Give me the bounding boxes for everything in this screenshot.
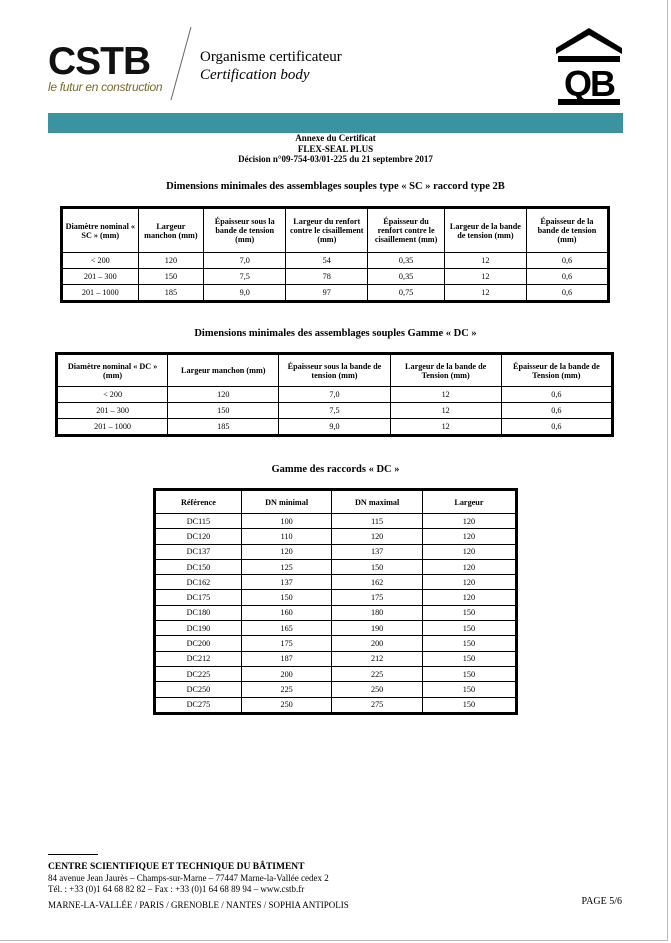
footer-org-name: CENTRE SCIENTIFIQUE ET TECHNIQUE DU BÂTIMENT: [48, 862, 305, 872]
table-header: Largeur manchon (mm): [168, 354, 279, 387]
table-cell: 200: [332, 636, 423, 651]
table-header: Largeur de la bande de tension (mm): [444, 208, 526, 253]
org-block: [200, 48, 342, 84]
table-cell: 200: [241, 666, 332, 681]
table-header: Référence: [155, 490, 242, 514]
table3-title: Gamme des raccords « DC »: [271, 464, 400, 475]
table1: [60, 206, 610, 303]
footer-address: 84 avenue Jean Jaurès – Champs-sur-Marne – 77447 Marne-la-Vallée cedex 2: [48, 873, 329, 883]
table-cell: 201 – 300: [62, 269, 139, 285]
table-cell: < 200: [62, 253, 139, 269]
table-row: [62, 269, 609, 285]
table-header: Largeur de la bande de Tension (mm): [390, 354, 501, 387]
page-number: PAGE 5/6: [581, 896, 622, 907]
table-cell: 185: [168, 419, 279, 436]
table-cell: 175: [332, 590, 423, 605]
table-cell: 97: [286, 285, 368, 302]
table-header: Épaisseur de la bande de Tension (mm): [501, 354, 612, 387]
table-cell: 100: [241, 514, 332, 529]
table-cell: 0,6: [526, 285, 608, 302]
table-cell: 12: [444, 269, 526, 285]
table-cell: 7,5: [279, 403, 390, 419]
table-cell: DC120: [155, 529, 242, 544]
table-cell: 120: [422, 559, 516, 574]
table-row: [155, 636, 517, 651]
table-cell: 175: [241, 636, 332, 651]
footer-contact: Tél. : +33 (0)1 64 68 82 82 – Fax : +33 (0)1 64 68 89 94 – www.cstb.fr: [48, 884, 305, 894]
table-cell: DC275: [155, 697, 242, 713]
table-cell: DC115: [155, 514, 242, 529]
table-cell: 162: [332, 575, 423, 590]
table-cell: 150: [422, 651, 516, 666]
table-cell: 150: [168, 403, 279, 419]
table-header: Épaisseur de la bande de tension (mm): [526, 208, 608, 253]
org-english: Certification body: [200, 67, 310, 83]
table-cell: 120: [332, 529, 423, 544]
table-cell: 120: [168, 387, 279, 403]
table-cell: 187: [241, 651, 332, 666]
table-row: [155, 514, 517, 529]
qb-logo: [556, 28, 622, 106]
table-cell: 201 – 1000: [57, 419, 168, 436]
table-cell: 7,5: [204, 269, 286, 285]
table2-title: Dimensions minimales des assemblages souples Gamme « DC »: [194, 328, 477, 339]
table-cell: 150: [422, 605, 516, 620]
table-cell: 185: [138, 285, 204, 302]
table-cell: 0,6: [501, 403, 612, 419]
org-french: Organisme certificateur: [200, 49, 342, 65]
table-cell: < 200: [57, 387, 168, 403]
table-header: Épaisseur du renfort contre le cisaillement (mm): [368, 208, 445, 253]
table-row: [155, 651, 517, 666]
annex-line-3: Décision n°09-754-03/01-225 du 21 septembre 2017: [238, 154, 433, 164]
table-header: Largeur du renfort contre le cisaillement (mm): [286, 208, 368, 253]
table-row: [57, 387, 613, 403]
table-cell: 110: [241, 529, 332, 544]
table-cell: 160: [241, 605, 332, 620]
table-cell: 12: [390, 387, 501, 403]
table-cell: 212: [332, 651, 423, 666]
table-cell: 150: [422, 621, 516, 636]
table-cell: 201 – 300: [57, 403, 168, 419]
table-cell: DC212: [155, 651, 242, 666]
table-row: [155, 590, 517, 605]
cstb-logo-tagline: le futur en construction: [48, 80, 163, 94]
table-cell: 0,6: [526, 253, 608, 269]
table-row: [155, 559, 517, 574]
table-cell: 150: [422, 636, 516, 651]
table-cell: DC175: [155, 590, 242, 605]
table-cell: 190: [332, 621, 423, 636]
table-row: [155, 605, 517, 620]
table-row: [155, 575, 517, 590]
table-cell: 120: [241, 544, 332, 559]
table-cell: DC250: [155, 682, 242, 697]
table-cell: 54: [286, 253, 368, 269]
header-divider: [170, 27, 192, 100]
table-row: [155, 529, 517, 544]
table-cell: 150: [332, 559, 423, 574]
table-cell: DC162: [155, 575, 242, 590]
table1-title: Dimensions minimales des assemblages souples type « SC » raccord type 2B: [166, 181, 505, 192]
table-cell: 115: [332, 514, 423, 529]
table-cell: 0,35: [368, 253, 445, 269]
table-header-row: [62, 208, 609, 253]
cstb-logo-text: CSTB: [48, 40, 151, 83]
table-cell: 78: [286, 269, 368, 285]
table-cell: 250: [241, 697, 332, 713]
table-cell: 9,0: [204, 285, 286, 302]
table-cell: DC225: [155, 666, 242, 681]
footer-cities: MARNE-LA-VALLÉE / PARIS / GRENOBLE / NANTES / SOPHIA ANTIPOLIS: [48, 900, 349, 910]
table-cell: 201 – 1000: [62, 285, 139, 302]
table-header: Épaisseur sous la bande de tension (mm): [279, 354, 390, 387]
table-cell: 0,6: [501, 387, 612, 403]
table-cell: 165: [241, 621, 332, 636]
table-row: [62, 285, 609, 302]
table-header: Diamètre nominal « SC » (mm): [62, 208, 139, 253]
table-cell: 7,0: [279, 387, 390, 403]
table-cell: 12: [444, 285, 526, 302]
table2: [55, 352, 614, 437]
table-cell: 137: [241, 575, 332, 590]
table-header-row: [155, 490, 517, 514]
table-cell: 0,6: [501, 419, 612, 436]
table-row: [155, 666, 517, 681]
table-cell: 125: [241, 559, 332, 574]
svg-text:QB: QB: [564, 63, 614, 104]
table-cell: 120: [422, 575, 516, 590]
table-cell: 7,0: [204, 253, 286, 269]
table-header: Largeur: [422, 490, 516, 514]
table-cell: 0,35: [368, 269, 445, 285]
table-row: [155, 697, 517, 713]
footer: [48, 862, 349, 911]
table-cell: 12: [390, 403, 501, 419]
table-cell: 9,0: [279, 419, 390, 436]
table-row: [62, 253, 609, 269]
table-cell: 150: [138, 269, 204, 285]
table-header-row: [57, 354, 613, 387]
annex-title: [0, 133, 671, 165]
table-row: [155, 682, 517, 697]
table-cell: 150: [422, 666, 516, 681]
table-cell: 12: [444, 253, 526, 269]
table-cell: 225: [332, 666, 423, 681]
footer-rule: [48, 854, 98, 855]
table-header: DN minimal: [241, 490, 332, 514]
table-cell: 120: [422, 514, 516, 529]
table-cell: 150: [422, 697, 516, 713]
table-cell: 137: [332, 544, 423, 559]
annex-line-1: Annexe du Certificat: [295, 133, 376, 143]
table-header: Diamètre nominal « DC » (mm): [57, 354, 168, 387]
table-cell: DC200: [155, 636, 242, 651]
table-cell: 0,75: [368, 285, 445, 302]
table-cell: 225: [241, 682, 332, 697]
table-cell: 12: [390, 419, 501, 436]
annex-line-2: FLEX-SEAL PLUS: [297, 143, 374, 154]
table-cell: 120: [422, 590, 516, 605]
cstb-logo: [48, 40, 163, 94]
table-header: Largeur manchon (mm): [138, 208, 204, 253]
table-cell: 180: [332, 605, 423, 620]
header-bar: [48, 113, 623, 133]
table-cell: 250: [332, 682, 423, 697]
table-cell: 150: [422, 682, 516, 697]
table-cell: 150: [241, 590, 332, 605]
table-cell: 275: [332, 697, 423, 713]
table-cell: 0,6: [526, 269, 608, 285]
table-cell: DC180: [155, 605, 242, 620]
table-header: Épaisseur sous la bande de tension (mm): [204, 208, 286, 253]
table-row: [57, 419, 613, 436]
table-cell: 120: [422, 544, 516, 559]
table-row: [57, 403, 613, 419]
table-cell: DC190: [155, 621, 242, 636]
table-cell: 120: [138, 253, 204, 269]
table3: [153, 488, 518, 715]
table-cell: DC137: [155, 544, 242, 559]
table-cell: DC150: [155, 559, 242, 574]
table-cell: 120: [422, 529, 516, 544]
table-row: [155, 544, 517, 559]
table-row: [155, 621, 517, 636]
table-header: DN maximal: [332, 490, 423, 514]
